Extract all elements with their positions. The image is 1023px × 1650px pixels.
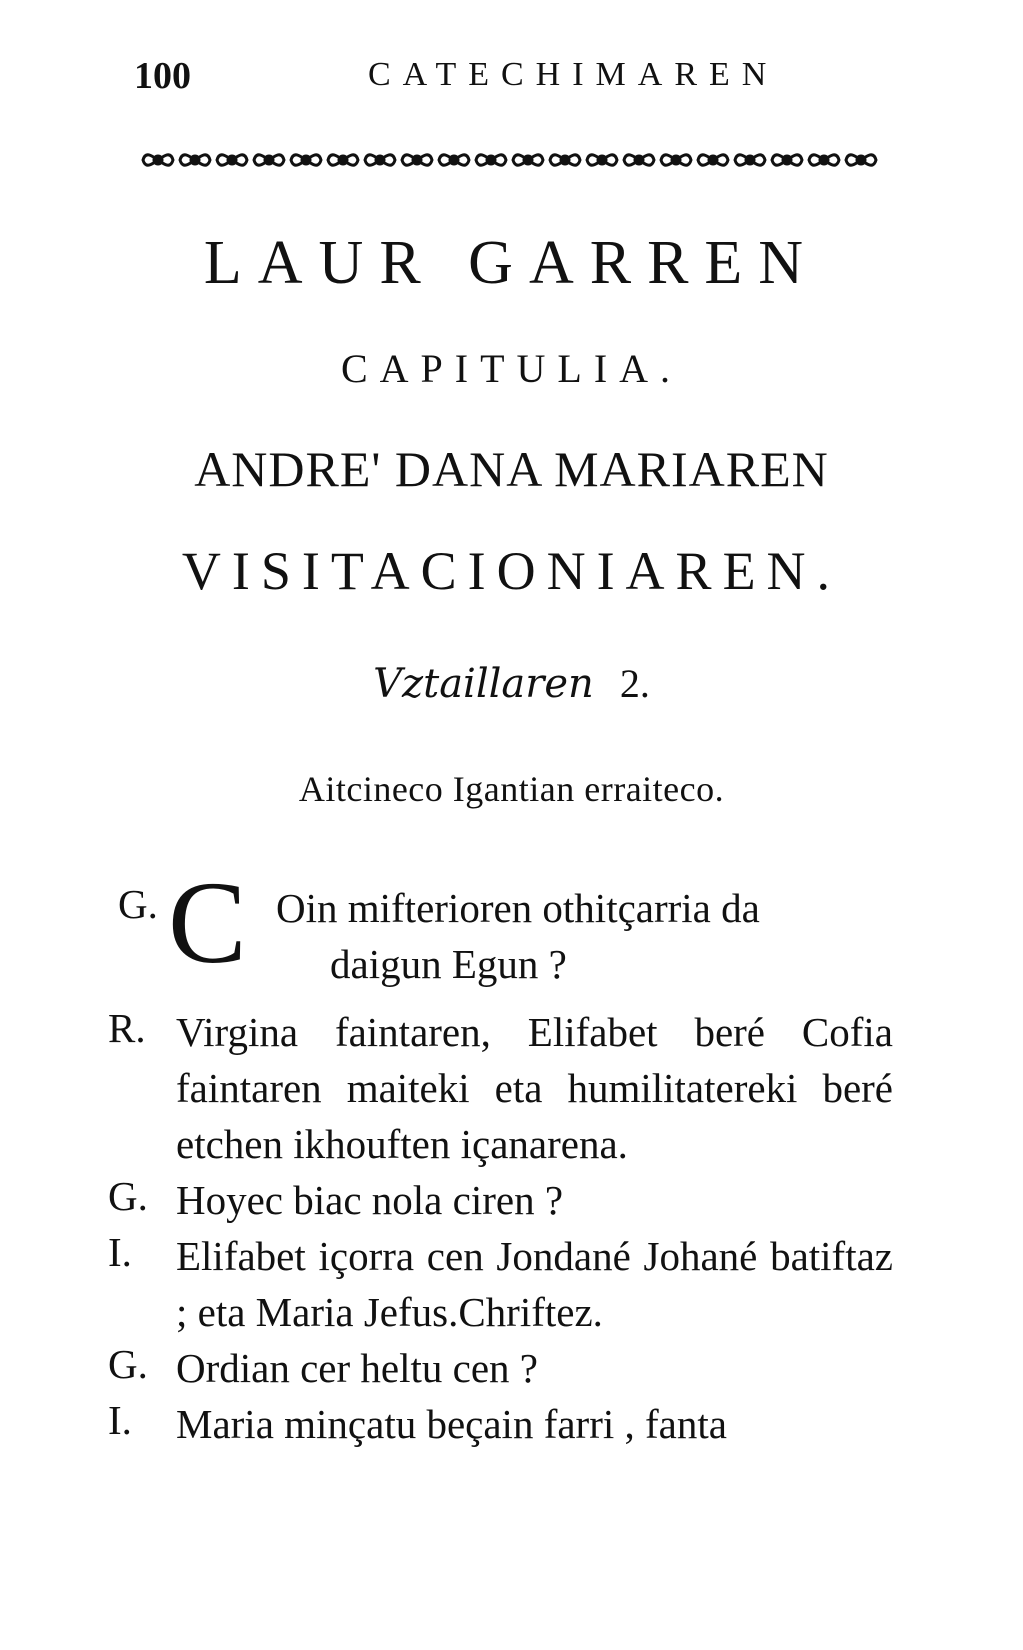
ornament-dot — [746, 156, 754, 164]
chapter-title-line-1: ANDRE' DANA MARIAREN — [194, 441, 829, 497]
chapter-label: CAPITULIA. — [340, 346, 683, 391]
ornament-dot — [228, 156, 236, 164]
ornament-dot — [154, 156, 162, 164]
dialogue-answer — [0, 1396, 1023, 1452]
chapter-title-line-2: VISITACIONIAREN. — [181, 541, 842, 601]
dialogue-answer — [0, 1004, 1023, 1172]
ornament-dot — [487, 156, 495, 164]
question-text-line-1: Oin mifterioren othitçarria da — [276, 885, 760, 931]
ornament-dot — [561, 156, 569, 164]
speaker-label: I. — [108, 1229, 132, 1275]
ornament-dot — [191, 156, 199, 164]
speaker-label: G. — [108, 1341, 148, 1387]
ornament-dot — [302, 156, 310, 164]
feast-date-month: Vztaillaren — [373, 661, 594, 707]
dialogue-question — [0, 1172, 1023, 1228]
ornament-dot — [709, 156, 717, 164]
chapter-number-heading: LAUR GARREN — [203, 229, 820, 297]
answer-text: Maria minçatu beçain farri , fanta — [176, 1401, 727, 1447]
ornament-dot — [635, 156, 643, 164]
dialogue-question — [0, 1340, 1023, 1396]
speaker-label: I. — [108, 1397, 132, 1443]
catechism-dialogue — [0, 857, 1023, 1452]
dialogue-question — [0, 857, 1023, 998]
chapter-subtitle: Aitcineco Igantian erraiteco. — [298, 769, 725, 809]
speaker-label: G. — [108, 1173, 148, 1219]
running-title: CATECHIMAREN — [368, 56, 779, 93]
feast-date — [0, 660, 1023, 707]
ornament-dot — [450, 156, 458, 164]
ornament-dot — [672, 156, 680, 164]
question-text: Ordian cer heltu cen ? — [176, 1345, 538, 1391]
answer-text: Virgina faintaren, Elifabet beré Cofia faintaren maiteki eta humilitatereki beré etchen ikhouften içanarena. — [176, 1009, 893, 1167]
ornament-dot — [339, 156, 347, 164]
dialogue-answer — [0, 1228, 1023, 1340]
speaker-label: G. — [118, 881, 158, 927]
question-text-line-2: daigun Egun ? — [330, 941, 567, 987]
speaker-label: R. — [108, 1005, 146, 1051]
answer-text: Elifabet içorra cen Jondané Johané batiftaz ; eta Maria Jefus.Chriftez. — [176, 1233, 893, 1335]
ornament-dot — [783, 156, 791, 164]
ornament-dot — [265, 156, 273, 164]
ornament-dot — [413, 156, 421, 164]
ornament-dot — [598, 156, 606, 164]
page-number: 100 — [134, 55, 191, 97]
ornament-dot — [820, 156, 828, 164]
knotwork-ornament-icon — [140, 138, 880, 182]
running-head — [0, 52, 1023, 102]
drop-cap: C — [168, 857, 247, 988]
feast-date-day: 2. — [619, 661, 650, 706]
ornament-dot — [524, 156, 532, 164]
ornament-dot — [376, 156, 384, 164]
ornament-dot — [857, 156, 865, 164]
question-text: Hoyec biac nola ciren ? — [176, 1177, 564, 1223]
